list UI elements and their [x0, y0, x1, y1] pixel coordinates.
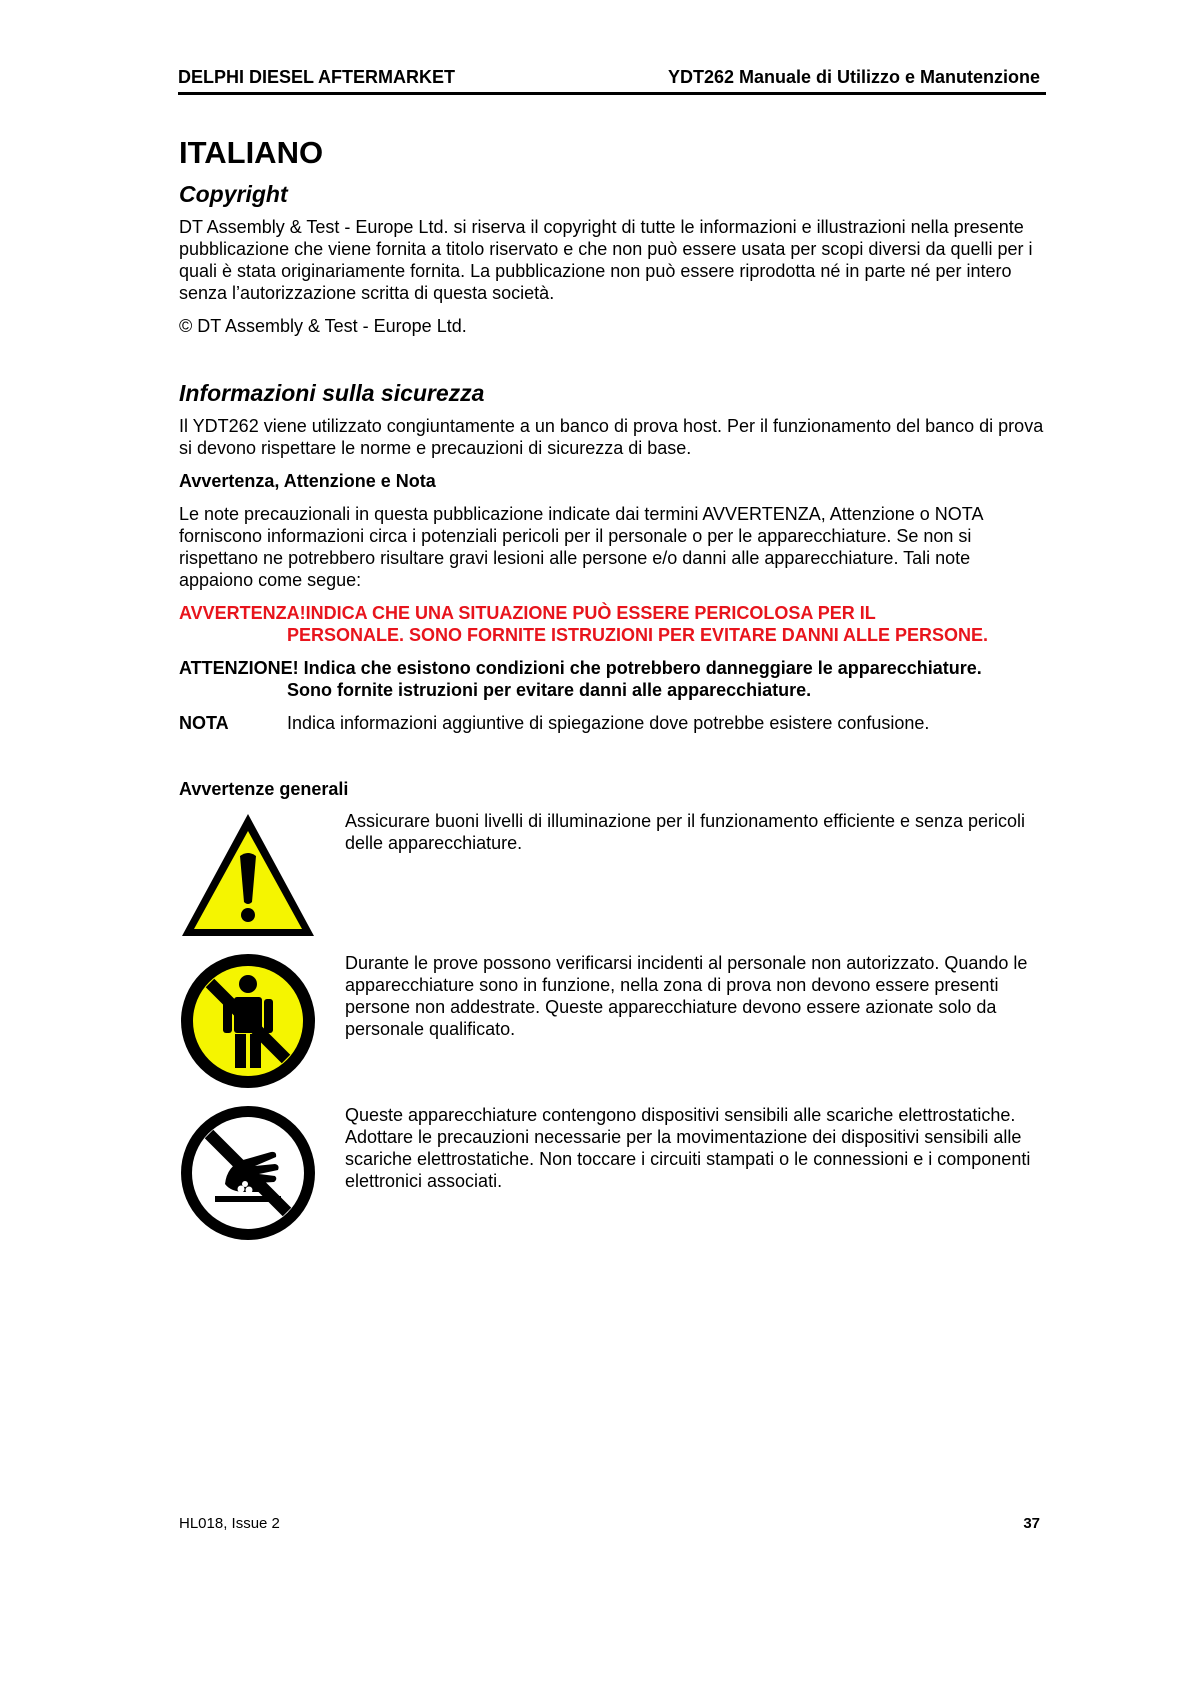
general-warning-item [179, 810, 1045, 948]
general-warning-text: Durante le prove possono verificarsi incidenti al personale non autorizzato. Quando le apparecchiature sono in funzione, nella zona di prova non devono essere presenti persone non addestrate. Queste apparecchiature devono essere azionate solo da personale qualificato. [345, 953, 1028, 1039]
note-text: Indica informazioni aggiuntive di spiegazione dove potrebbe esistere confusione. [287, 713, 930, 733]
page-title: ITALIANO [179, 135, 324, 170]
footer-page-number: 37 [1023, 1515, 1040, 1532]
safety-intro: Il YDT262 viene utilizzato congiuntamente a un banco di prova host. Per il funzionamento del banco di prova si devono rispettare le norme e precauzioni di sicurezza di base. [179, 416, 1044, 458]
page-header [178, 66, 1046, 95]
note-term: NOTA [179, 713, 229, 733]
caution-line-1: ATTENZIONE! Indica che esistono condizioni che potrebbero danneggiare le apparecchiature. [179, 658, 982, 678]
safety-heading: Informazioni sulla sicurezza [179, 380, 485, 406]
footer-issue: HL018, Issue 2 [179, 1515, 280, 1532]
general-warning-item [179, 952, 1045, 1090]
copyright-heading: Copyright [179, 181, 288, 207]
no-unauthorized-personnel-icon [179, 952, 317, 1090]
general-warning-text: Assicurare buoni livelli di illuminazione per il funzionamento efficiente e senza pericoli delle apparecchiature. [345, 811, 1026, 853]
caution-note [179, 657, 1045, 701]
general-warnings-heading: Avvertenze generali [179, 779, 349, 799]
header-company: DELPHI DIESEL AFTERMARKET [178, 67, 456, 87]
general-warning-item [179, 1104, 1045, 1242]
no-touch-esd-icon [179, 1104, 317, 1242]
copyright-body: DT Assembly & Test - Europe Ltd. si riserva il copyright di tutte le informazioni e illustrazioni nella presente pubblicazione che viene fornita a titolo riservato e che non può essere usata per scopi diversi da quelli per i quali è stata originariamente fornita. La pubblicazione non può essere riprodotta né in parte né per intero senza l’autorizzazione scritta di questa società. [179, 217, 1033, 303]
page-content [179, 134, 1045, 1242]
precaution-subheading: Avvertenza, Attenzione e Nota [179, 471, 436, 491]
precaution-description: Le note precauzionali in questa pubblicazione indicate dai termini AVVERTENZA, Attenzione o NOTA forniscono informazioni circa i potenziali pericoli per il personale o per le apparecchiature. Se non si rispettano ne potrebbero risultare gravi lesioni alle persone e/o danni alle apparecchiature. Tali note appaiono come segue: [179, 504, 983, 590]
header-document-title: YDT262 Manuale di Utilizzo e Manutenzione [667, 67, 1040, 87]
caution-line-2: Sono fornite istruzioni per evitare danni alle apparecchiature. [287, 680, 812, 700]
general-warning-text: Queste apparecchiature contengono dispositivi sensibili alle scariche elettrostatiche. Adottare le precauzioni necessarie per la movimentazione dei dispositivi sensibili alle scariche elettrostatiche. Non toccare i circuiti stampati o le connessioni e i componenti elettronici associati. [345, 1105, 1031, 1191]
warning-line-1: AVVERTENZA!INDICA CHE UNA SITUAZIONE PUÒ ESSERE PERICOLOSA PER IL [179, 603, 876, 623]
warning-note [179, 602, 1045, 646]
warning-triangle-icon [179, 810, 317, 948]
copyright-notice: © DT Assembly & Test - Europe Ltd. [179, 316, 467, 336]
note-row [179, 712, 1045, 734]
warning-line-2: PERSONALE. SONO FORNITE ISTRUZIONI PER EVITARE DANNI ALLE PERSONE. [287, 625, 989, 645]
